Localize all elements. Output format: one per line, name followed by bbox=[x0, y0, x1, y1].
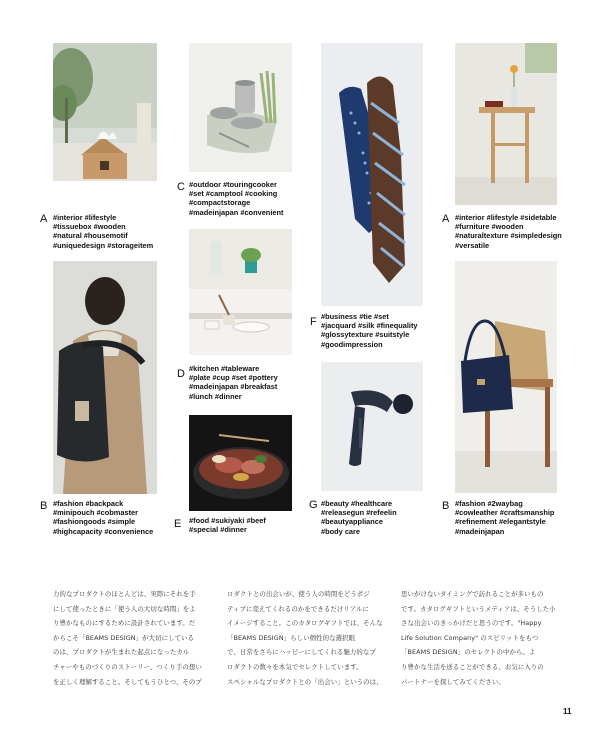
massage-gun-photo bbox=[321, 362, 423, 491]
tag-line: #beautyappliance bbox=[321, 517, 384, 527]
body-line: スペシャルなプロダクトとの「出会い」というのは、 bbox=[227, 677, 383, 686]
product-tags bbox=[455, 213, 562, 250]
tag-line: #uniquedesign #storageitem bbox=[53, 240, 154, 250]
backpack-person-photo bbox=[53, 261, 157, 494]
tag-line: #fashiongoods #simple bbox=[53, 517, 136, 527]
product-letter: C bbox=[177, 181, 185, 193]
product-tags bbox=[189, 364, 278, 401]
tag-line: #plate #cup #set #pottery bbox=[189, 373, 278, 383]
body-line: り豊かな生活を送ることができる、お気に入りの bbox=[401, 662, 544, 671]
tag-line: #versatile bbox=[455, 240, 490, 250]
body-line: り豊かなものにするために設計されています。だ bbox=[53, 619, 196, 628]
product-tags bbox=[455, 499, 554, 536]
product-letter: B bbox=[442, 500, 450, 512]
body-text-column-2 bbox=[227, 587, 383, 689]
body-line: 「BEAMS DESIGN」のセレクトの中から、よ bbox=[401, 648, 536, 657]
wooden-house-tissue-box-photo bbox=[53, 43, 157, 181]
page-number: 11 bbox=[563, 707, 572, 716]
tag-line: #tissuebox #wooden bbox=[53, 222, 126, 232]
tag-line: #natural #housemotif bbox=[53, 231, 128, 241]
tag-line: #interior #lifestyle bbox=[53, 213, 117, 222]
product-letter: F bbox=[310, 316, 317, 328]
product-letter: E bbox=[174, 518, 182, 530]
product-tags bbox=[321, 499, 397, 536]
tag-line: #fashion #2waybag bbox=[455, 499, 523, 508]
product-tags bbox=[53, 499, 153, 536]
body-line: チャーやものづくりのストーリー、つくり手の想い bbox=[53, 662, 202, 671]
tag-line: #releasegun #refeelin bbox=[321, 508, 397, 518]
tag-line: #naturaltexture #simpledesign bbox=[455, 231, 562, 241]
tag-line: #compactstorage bbox=[189, 198, 251, 208]
tag-line: #lunch #dinner bbox=[189, 391, 242, 401]
tag-line: #business #tie #set bbox=[321, 312, 389, 321]
navy-leather-bag-chair-photo bbox=[455, 261, 557, 493]
product-letter: B bbox=[40, 500, 48, 512]
tag-line: #kitchen #tableware bbox=[189, 364, 260, 373]
tag-line: #madeinjapan #convenient bbox=[189, 207, 284, 217]
body-line: で、日常をさらにハッピーにしてくれる魅力的なプ bbox=[227, 648, 376, 657]
tag-line: #body care bbox=[321, 526, 361, 536]
body-line: Life Solution Company" のスピリットをもつ bbox=[401, 633, 539, 642]
body-text-column-3 bbox=[401, 587, 557, 689]
body-line: ティブに変えてくれるのかをできるだけリアルに bbox=[227, 604, 370, 613]
body-line: ロダクトとの出会いが、使う人の時間をどうポジ bbox=[227, 590, 370, 598]
sukiyaki-pot-photo bbox=[189, 415, 292, 511]
body-line: ロダクトの数々を本気でセレクトしています。 bbox=[227, 662, 363, 671]
tag-line: #cowleather #craftsmanship bbox=[455, 508, 555, 518]
tag-line: #set #camptool #cooking bbox=[189, 189, 278, 199]
product-tags bbox=[189, 180, 283, 217]
product-tags bbox=[53, 213, 153, 250]
product-letter: A bbox=[40, 213, 48, 225]
tag-line: #special #dinner bbox=[189, 525, 247, 535]
body-line: 「BEAMS DESIGN」らしい個性的な選択眼 bbox=[227, 633, 356, 642]
two-ties-photo bbox=[321, 43, 423, 306]
product-tags bbox=[189, 516, 266, 534]
tag-line: #goodimpression bbox=[321, 339, 383, 349]
tag-line: #interior #lifestyle #sidetable bbox=[455, 213, 557, 222]
tag-line: #fashion #backpack bbox=[53, 499, 124, 508]
kitchen-tableware-photo bbox=[189, 229, 292, 355]
body-text-column-1 bbox=[53, 587, 209, 689]
body-line: からこそ「BEAMS DESIGN」が大切にしている bbox=[53, 633, 195, 642]
body-line: にして使ったときに「使う人の大切な時間」をよ bbox=[53, 604, 196, 613]
steel-cooker-set-photo bbox=[189, 43, 292, 172]
body-line: 力的なプロダクトのほとんどは、実際にそれを手 bbox=[53, 590, 196, 598]
tag-line: #madeinjapan bbox=[455, 526, 505, 536]
body-line: さな出会いのきっかけだと思うのです。"Happy bbox=[401, 619, 542, 628]
tag-line: #beauty #healthcare bbox=[321, 499, 393, 508]
tag-line: #jacquard #silk #finequality bbox=[321, 321, 418, 331]
body-line: パートナーを探してみてください。 bbox=[401, 677, 505, 686]
tag-line: #outdoor #touringcooker bbox=[189, 180, 277, 189]
product-letter: G bbox=[309, 499, 318, 511]
tag-line: #food #sukiyaki #beef bbox=[189, 516, 266, 525]
tag-line: #minipouch #cobmaster bbox=[53, 508, 139, 518]
product-letter: A bbox=[442, 213, 450, 225]
product-tags bbox=[321, 312, 418, 349]
tag-line: #refinement #elegantstyle bbox=[455, 517, 546, 527]
wooden-side-table-photo bbox=[455, 43, 557, 205]
tag-line: #highcapacity #convenience bbox=[53, 526, 154, 536]
tag-line: #madeinjapan #breakfast bbox=[189, 382, 278, 392]
body-line: 思いがけないタイミングで訪れることが多いもの bbox=[401, 590, 544, 598]
body-line: です。カタログギフトというメディアは、そうした小 bbox=[401, 604, 556, 613]
body-line: イメージすること。このカタログギフトでは、そんな bbox=[227, 619, 383, 628]
tag-line: #glossytexture #suitstyle bbox=[321, 330, 410, 340]
product-letter: D bbox=[177, 368, 185, 380]
body-line: のは、プロダクトが生まれた起点になったカル bbox=[53, 648, 190, 657]
body-line: を正しく理解すること。そしてもうひとつ、そのプ bbox=[53, 677, 202, 686]
tag-line: #furniture #wooden bbox=[455, 222, 524, 232]
